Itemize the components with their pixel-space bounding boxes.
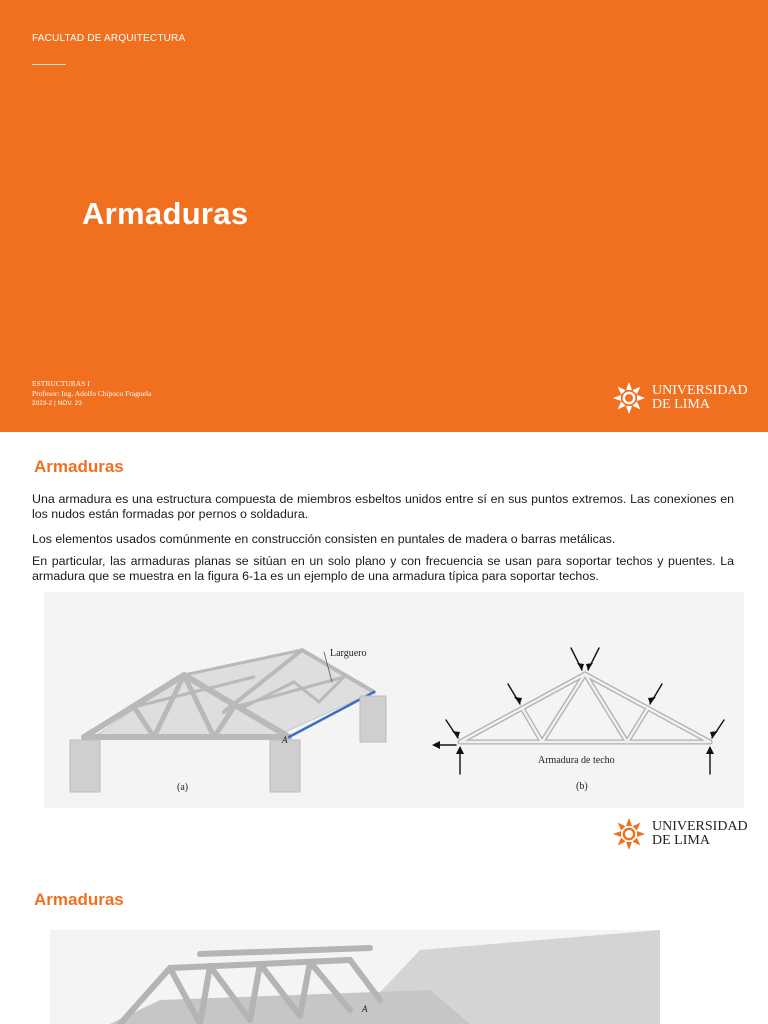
course-date: 2023-2 | NOV. 23 (32, 400, 82, 407)
point-a-label: A (362, 1004, 368, 1014)
faculty-label: FACULTAD DE ARQUITECTURA (32, 33, 186, 44)
caption-a: (a) (177, 782, 189, 793)
sun-flower-logo-icon (612, 381, 646, 415)
bridge-truss-figure (50, 930, 660, 1024)
logo-line-2: DE LIMA (652, 833, 710, 848)
sun-flower-logo-icon (612, 817, 646, 851)
truss-illustration (44, 592, 744, 808)
roof-truss-3d (70, 650, 386, 792)
university-logo (612, 381, 748, 415)
professor-name: Profesor: Ing. Adolfo Chipoco Fraguela (32, 389, 152, 398)
course-info (32, 379, 151, 409)
bridge-truss-illustration (50, 930, 660, 1024)
point-a-label: A (282, 735, 288, 745)
caption-b: (b) (576, 781, 588, 792)
larguero-label: Larguero (330, 648, 367, 659)
logo-line-2: DE LIMA (652, 397, 710, 412)
slide-title: Armaduras (82, 196, 249, 231)
paragraph-definition: Una armadura es una estructura compuesta de miembros esbeltos unidos entre sí en sus puntos extremos. Las conexiones en los nudos están formadas por pernos o soldadura. (32, 492, 734, 521)
truss-figure (44, 592, 744, 808)
paragraph-planar: En particular, las armaduras planas se sitúan en un solo plano y con frecuencia se usan para soportar techos y puentes. La armadura que se muestra en la figura 6-1a es un ejemplo de una armadura típica para soportar techos. (32, 554, 734, 583)
logo-text (652, 820, 748, 848)
paragraph-materials: Los elementos usados comúnmente en construcción consisten en puntales de madera o barras metálicas. (32, 532, 616, 546)
divider (32, 64, 66, 65)
roof-truss-label: Armadura de techo (538, 755, 615, 766)
course-name: ESTRUCTURAS I (32, 379, 90, 388)
university-logo-footer (612, 817, 748, 851)
logo-text (652, 384, 748, 412)
title-slide (0, 0, 768, 432)
logo-line-1: UNIVERSIDAD (652, 819, 748, 834)
section-title-2: Armaduras (34, 890, 124, 909)
section-title: Armaduras (34, 457, 124, 476)
logo-line-1: UNIVERSIDAD (652, 383, 748, 398)
